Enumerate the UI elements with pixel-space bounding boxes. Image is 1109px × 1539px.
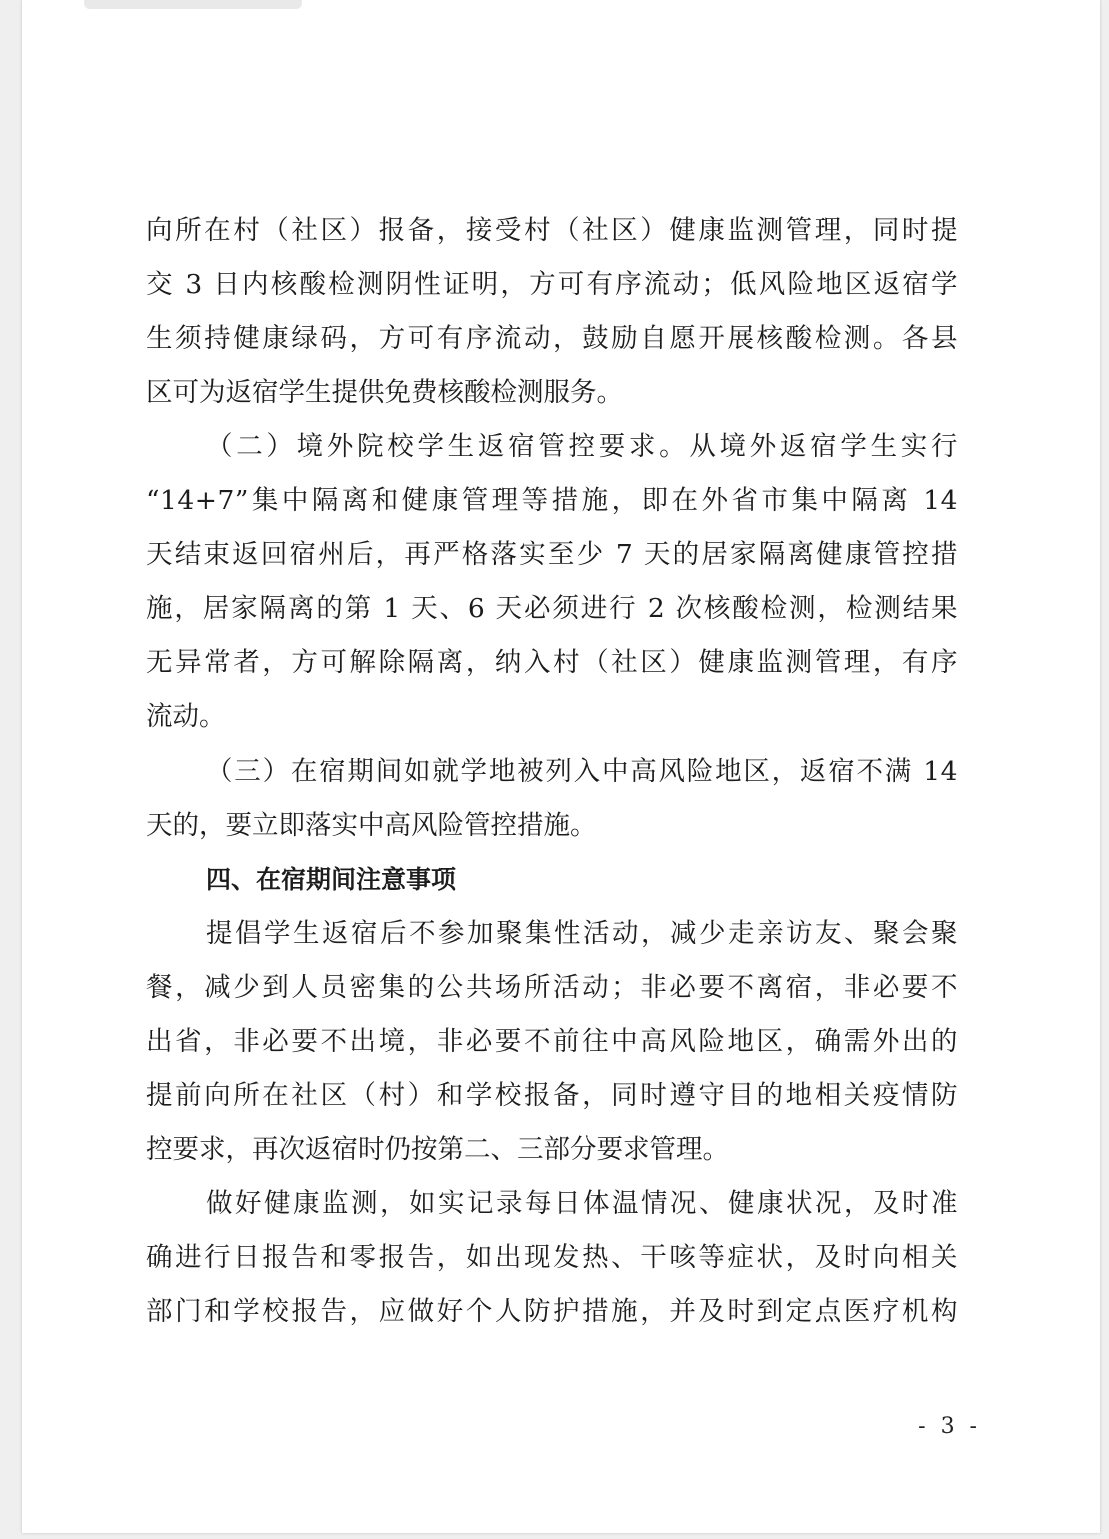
body-line: “14+7”集中隔离和健康管理等措施，即在外省市集中隔离 14 (146, 485, 958, 516)
page-number: - 3 - (918, 1414, 981, 1439)
body-line: 流动。 (146, 701, 226, 732)
body-line: 生须持健康绿码，方可有序流动，鼓励自愿开展核酸检测。各县 (146, 323, 958, 354)
body-line: 做好健康监测，如实记录每日体温情况、健康状况，及时准 (206, 1188, 958, 1219)
body-line: 天的，要立即落实中高风险管控措施。 (146, 810, 597, 841)
body-line: 确进行日报告和零报告，如出现发热、干咳等症状，及时向相关 (146, 1242, 958, 1273)
body-line: 控要求，再次返宿时仍按第二、三部分要求管理。 (146, 1134, 729, 1165)
body-line: （三）在宿期间如就学地被列入中高风险地区，返宿不满 14 (206, 756, 958, 787)
top-tab-strip (84, 0, 302, 9)
body-line: 提前向所在社区（村）和学校报备，同时遵守目的地相关疫情防 (146, 1080, 958, 1111)
body-line: 交 3 日内核酸检测阴性证明，方可有序流动；低风险地区返宿学 (146, 269, 958, 300)
body-line: （二）境外院校学生返宿管控要求。从境外返宿学生实行 (206, 431, 958, 462)
body-line: 施，居家隔离的第 1 天、6 天必须进行 2 次核酸检测，检测结果 (146, 593, 958, 624)
body-line: 提倡学生返宿后不参加聚集性活动，减少走亲访友、聚会聚 (206, 918, 958, 949)
body-line: 无异常者，方可解除隔离，纳入村（社区）健康监测管理，有序 (146, 647, 958, 678)
body-line: 天结束返回宿州后，再严格落实至少 7 天的居家隔离健康管控措 (146, 539, 958, 570)
body-line: 部门和学校报告，应做好个人防护措施，并及时到定点医疗机构 (146, 1296, 958, 1327)
body-line: 出省，非必要不出境，非必要不前往中高风险地区，确需外出的 (146, 1026, 958, 1057)
body-line: 向所在村（社区）报备，接受村（社区）健康监测管理，同时提 (146, 215, 958, 246)
body-line: 餐，减少到人员密集的公共场所活动；非必要不离宿，非必要不 (146, 972, 958, 1003)
body-line: 区可为返宿学生提供免费核酸检测服务。 (146, 377, 623, 408)
section-heading: 四、在宿期间注意事项 (206, 865, 457, 894)
